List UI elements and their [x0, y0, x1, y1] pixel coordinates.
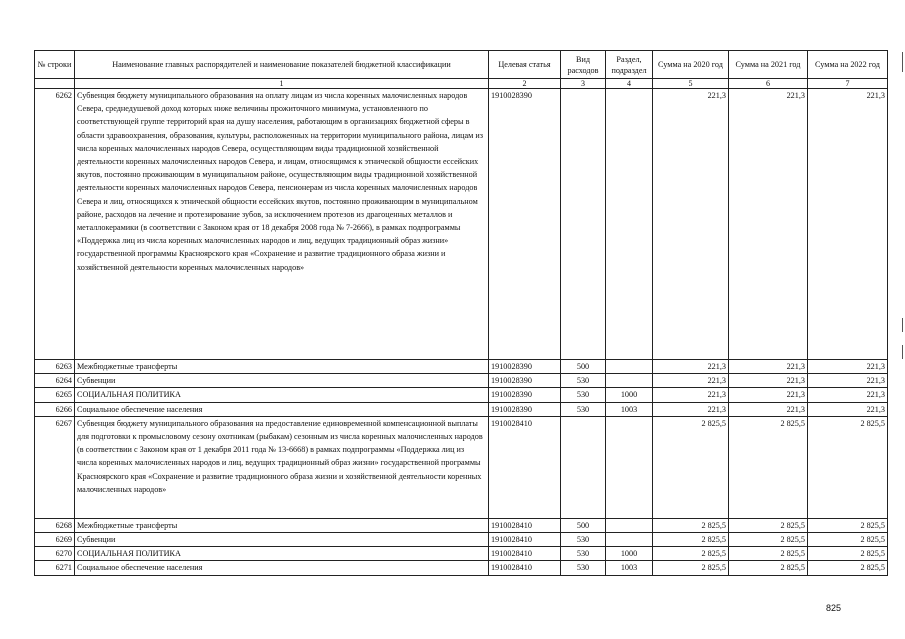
row-section: [606, 360, 653, 374]
row-sum-2020: 2 825,5: [653, 518, 729, 532]
row-number: 6268: [35, 518, 75, 532]
row-number: 6262: [35, 89, 75, 360]
header-row-no: № строки: [35, 51, 75, 79]
row-expense-type: 530: [561, 547, 606, 561]
row-section: 1000: [606, 547, 653, 561]
row-name: СОЦИАЛЬНАЯ ПОЛИТИКА: [75, 547, 489, 561]
table-row: [35, 402, 888, 416]
row-sum-2021: 2 825,5: [729, 547, 808, 561]
column-number: 7: [808, 79, 888, 89]
row-sum-2022: 2 825,5: [808, 416, 888, 518]
row-expense-type: 530: [561, 402, 606, 416]
row-section: 1003: [606, 402, 653, 416]
row-sum-2022: 2 825,5: [808, 533, 888, 547]
row-sum-2021: 221,3: [729, 374, 808, 388]
column-number: 1: [75, 79, 489, 89]
row-sum-2022: 221,3: [808, 402, 888, 416]
row-target: 1910028410: [489, 561, 561, 575]
row-sum-2021: 221,3: [729, 388, 808, 402]
row-section: [606, 416, 653, 518]
row-section: [606, 518, 653, 532]
row-name: Межбюджетные трансферты: [75, 518, 489, 532]
row-sum-2022: 221,3: [808, 388, 888, 402]
column-number: 6: [729, 79, 808, 89]
row-section: [606, 374, 653, 388]
column-number-row: [35, 79, 888, 89]
table-row: [35, 561, 888, 575]
row-sum-2021: 221,3: [729, 402, 808, 416]
header-expense-type: Вид расходов: [561, 51, 606, 79]
row-target: 1910028390: [489, 360, 561, 374]
row-expense-type: 530: [561, 533, 606, 547]
row-sum-2021: 2 825,5: [729, 561, 808, 575]
row-sum-2022: 2 825,5: [808, 518, 888, 532]
row-target: 1910028410: [489, 533, 561, 547]
row-section: [606, 89, 653, 360]
row-name: Социальное обеспечение населения: [75, 561, 489, 575]
row-target: 1910028390: [489, 388, 561, 402]
row-name: СОЦИАЛЬНАЯ ПОЛИТИКА: [75, 388, 489, 402]
row-expense-type: 530: [561, 388, 606, 402]
row-number: 6266: [35, 402, 75, 416]
row-sum-2022: 221,3: [808, 360, 888, 374]
row-expense-type: 500: [561, 360, 606, 374]
row-number: 6270: [35, 547, 75, 561]
row-section: 1003: [606, 561, 653, 575]
row-sum-2022: 2 825,5: [808, 547, 888, 561]
row-sum-2022: 221,3: [808, 89, 888, 360]
header-sum-2020: Сумма на 2020 год: [653, 51, 729, 79]
row-target: 1910028390: [489, 89, 561, 360]
row-sum-2020: 221,3: [653, 89, 729, 360]
table-row: [35, 374, 888, 388]
row-expense-type: 500: [561, 518, 606, 532]
header-name: Наименование главных распорядителей и наименование показателей бюджетной классификации: [75, 51, 489, 79]
header-sum-2022: Сумма на 2022 год: [808, 51, 888, 79]
row-sum-2021: 2 825,5: [729, 533, 808, 547]
row-target: 1910028390: [489, 374, 561, 388]
budget-table: [34, 50, 888, 576]
table-row: [35, 547, 888, 561]
column-number: 5: [653, 79, 729, 89]
header-target: Целевая статья: [489, 51, 561, 79]
row-number: 6263: [35, 360, 75, 374]
row-name: Субвенция бюджету муниципального образования на оплату лицам из числа коренных малочисленных народов Севера, среднедушевой доход которых ниже величины прожиточного минимума, установленного по соответствующей группе территорий края на душу населения, работающим в организациях бюджетной сферы в области здравоохранения, образования, культуры, расположенных на территории муниципального района, лицам из числа коренных малочисленных народов Севера, осуществляющим виды традиционной хозяйственной деятельности коренных малочисленных народов Севера, и лицам, относящимся к этнической общности ессейских якутов, постоянно проживающим в муниципальном районе, осуществляющим виды традиционной хозяйственной деятельности коренных малочисленных народов Севера, пенсионерам из числа коренных малочисленных народов Севера и лиц, относящихся к этнической общности ессейских якутов, постоянно проживающим в муниципальном районе, расходов на лечение и протезирование зубов, за исключением протезов из драгоценных металлов и металлокерамики (в соответствии с Законом края от 18 декабря 2008 года № 7-2666), в рамках подпрограммы «Поддержка лиц из числа коренных малочисленных народов и лиц, ведущих традиционный образ жизни» государственной программы Красноярского края «Сохранение и развитие традиционного образа жизни и хозяйственной деятельности коренных малочисленных народов»: [75, 89, 489, 360]
row-sum-2020: 2 825,5: [653, 533, 729, 547]
row-sum-2022: 221,3: [808, 374, 888, 388]
table-row: [35, 360, 888, 374]
row-sum-2020: 2 825,5: [653, 547, 729, 561]
row-sum-2020: 221,3: [653, 402, 729, 416]
row-expense-type: [561, 416, 606, 518]
table-row: [35, 518, 888, 532]
scan-edge-mark: [902, 318, 903, 332]
page-number: 825: [826, 603, 842, 613]
row-sum-2022: 2 825,5: [808, 561, 888, 575]
row-section: [606, 533, 653, 547]
scan-edge-mark: [902, 345, 903, 359]
row-target: 1910028390: [489, 402, 561, 416]
column-number: 3: [561, 79, 606, 89]
row-target: 1910028410: [489, 416, 561, 518]
row-expense-type: [561, 89, 606, 360]
row-sum-2021: 221,3: [729, 89, 808, 360]
row-sum-2021: 2 825,5: [729, 518, 808, 532]
row-target: 1910028410: [489, 518, 561, 532]
row-sum-2021: 2 825,5: [729, 416, 808, 518]
row-sum-2020: 2 825,5: [653, 561, 729, 575]
row-number: 6271: [35, 561, 75, 575]
row-number: 6264: [35, 374, 75, 388]
row-expense-type: 530: [561, 561, 606, 575]
table-row: [35, 388, 888, 402]
row-name: Субвенция бюджету муниципального образования на предоставление единовременной компенсационной выплаты для подготовки к промысловому сезону охотникам (рыбакам) сезонным из числа коренных малочисленных народов (в соответствии с Законом края от 1 декабря 2011 года № 13-6668) в рамках подпрограммы «Поддержка лиц из числа коренных малочисленных народов и лиц, ведущих традиционный образ жизни» государственной программы Красноярского края «Сохранение и развитие традиционного образа жизни и хозяйственной деятельности коренных малочисленных народов»: [75, 416, 489, 518]
row-number: 6267: [35, 416, 75, 518]
row-name: Субвенции: [75, 374, 489, 388]
row-number: 6265: [35, 388, 75, 402]
row-name: Субвенции: [75, 533, 489, 547]
row-sum-2020: 221,3: [653, 374, 729, 388]
header-section: Раздел, подраздел: [606, 51, 653, 79]
row-expense-type: 530: [561, 374, 606, 388]
row-sum-2020: 221,3: [653, 388, 729, 402]
row-section: 1000: [606, 388, 653, 402]
row-name: Социальное обеспечение населения: [75, 402, 489, 416]
header-sum-2021: Сумма на 2021 год: [729, 51, 808, 79]
header-row: [35, 51, 888, 79]
row-name: Межбюджетные трансферты: [75, 360, 489, 374]
column-number: [35, 79, 75, 89]
table-row: [35, 416, 888, 518]
row-sum-2020: 2 825,5: [653, 416, 729, 518]
row-sum-2020: 221,3: [653, 360, 729, 374]
row-number: 6269: [35, 533, 75, 547]
column-number: 4: [606, 79, 653, 89]
row-sum-2021: 221,3: [729, 360, 808, 374]
table-row: [35, 89, 888, 360]
table-row: [35, 533, 888, 547]
row-target: 1910028410: [489, 547, 561, 561]
scan-edge-mark: [902, 52, 903, 72]
column-number: 2: [489, 79, 561, 89]
